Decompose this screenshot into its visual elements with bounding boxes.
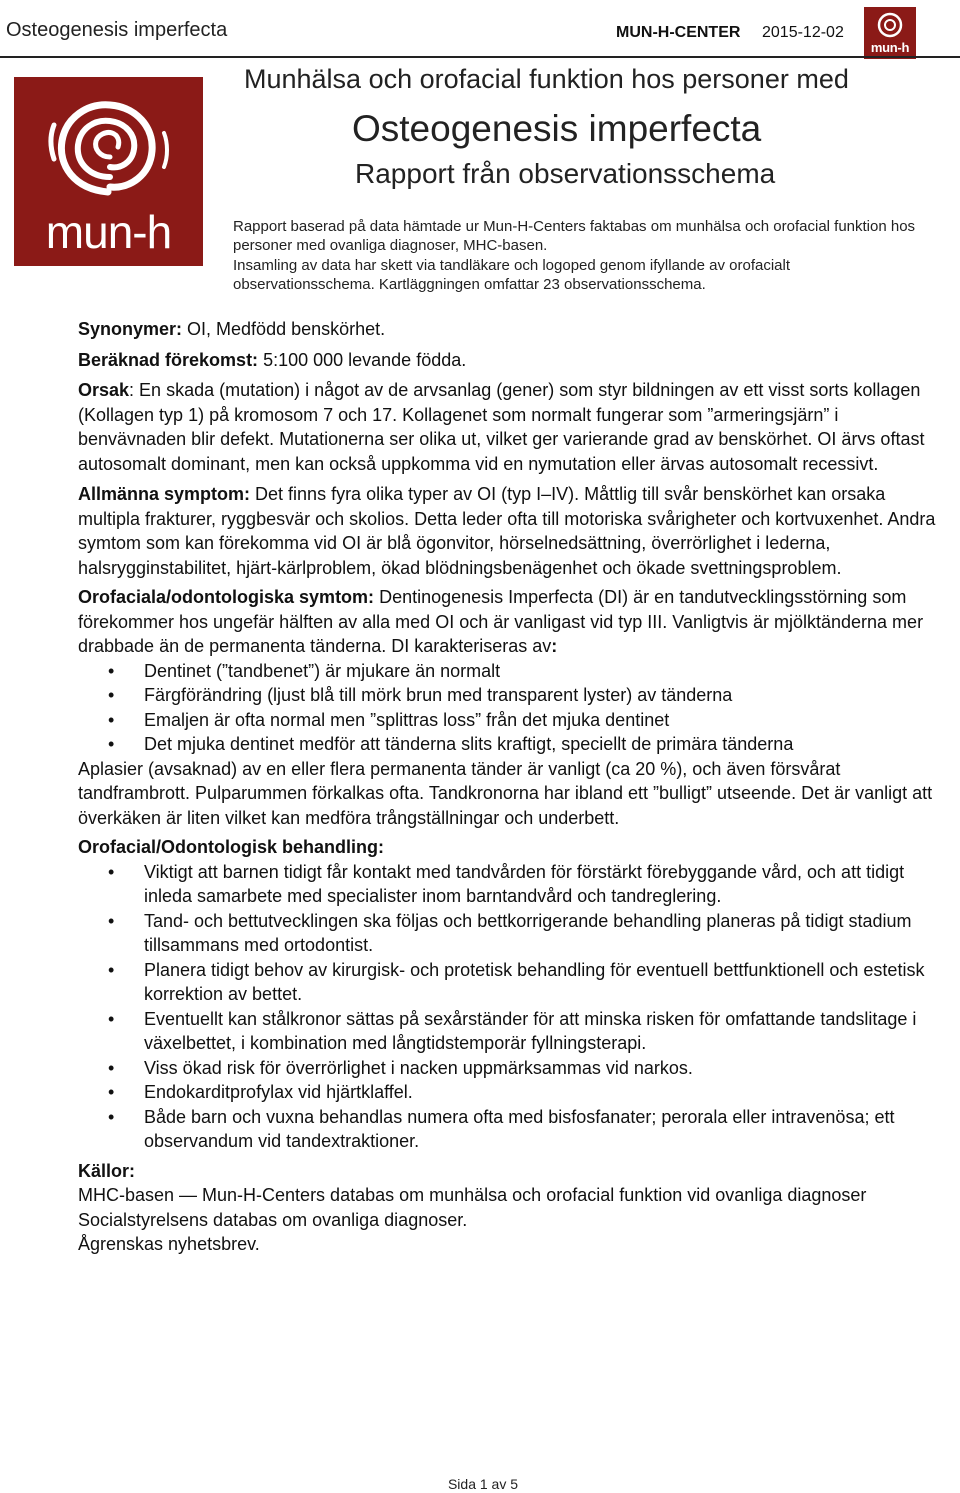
synonyms-text: OI, Medfödd benskörhet. [182, 319, 386, 339]
page-title: Osteogenesis imperfecta [352, 108, 762, 149]
intro-text [233, 217, 933, 294]
small-logo [864, 7, 916, 59]
list-item: • Färgförändring (ljust blå till mörk brun med transparent lyster) av tänderna [78, 683, 948, 708]
source-item: MHC-basen — Mun-H-Centers databas om munhälsa och orofacial funktion vid ovanliga diagnoser [78, 1185, 867, 1205]
header-rule [0, 56, 960, 58]
general-symptoms-text: Det finns fyra olika typer av OI (typ I–IV). Måttlig till svår benskörhet kan orsaka multipla frakturer, ryggbesvär och skolios. Detta leder ofta till motoriska svårigheter och kortvuxenhet. Andra symtom som kan förekomma vid OI är blå ögonvitor, hörselnedsättning, överrörlighet i lederna, halsrygginstabilitet, hjärt-kärlproblem, ökad blödningsbenägenhet och ökade svettningsproblem. [78, 484, 936, 578]
list-item: • Emaljen är ofta normal men ”splittras loss” från det mjuka dentinet [78, 708, 948, 733]
bullet-icon: • [108, 861, 115, 882]
treatment-list [78, 860, 948, 1154]
list-item: • Det mjuka dentinet medför att tänderna slits kraftigt, speciellt de primära tänderna [78, 732, 948, 757]
list-item: • Eventuellt kan stålkronor sättas på sexårständer för att minska risken för omfattande tandslitage i växelbettet, i kombination med långtidstemporär fyllningsterapi. [108, 1008, 917, 1053]
synonyms [78, 317, 948, 342]
source-item: Ågrenskas nyhetsbrev. [78, 1234, 260, 1254]
bullet-icon: • [108, 734, 115, 754]
logo-text: mun-h [45, 206, 172, 258]
orofacial-symptoms-after: Aplasier (avsaknad) av en eller flera permanenta tänder är vanligt (ca 20 %), och även försvårat tandframbrott. Pulparummen förkalkas ofta. Tandkronorna har ibland ett ”bulligt” utseende. Det är vanligt att överkäken är liten vilket kan medföra trångställningar och underbett. [78, 758, 933, 828]
page-subtitle: Rapport från observationsschema [355, 158, 776, 189]
intro-paragraph-1: Rapport baserad på data hämtade ur Mun-H-Centers faktabas om munhälsa och orofacial funktion hos personer med ovanliga diagnoser, MHC-basen. [233, 218, 916, 255]
orofacial-symptoms-list [78, 659, 948, 757]
list-item: • Planera tidigt behov av kirurgisk- och protetisk behandling för eventuell bettfunktionell och estetisk korrektion av bettet. [108, 959, 925, 1004]
small-logo-text: mun-h [870, 40, 910, 55]
list-item: • Viktigt att barnen tidigt får kontakt med tandvården för förstärkt förebyggande vård, och att tidigt inleda samarbete med specialister inom barntandvård och tandreglering. [108, 861, 905, 906]
sources-heading: Källor: [78, 1160, 136, 1181]
bullet-icon: • [108, 1008, 115, 1029]
header-date: 2015-12-02 [762, 24, 844, 41]
bullet-icon: • [108, 1106, 115, 1127]
orofacial-symptoms [78, 585, 948, 659]
list-item: • Både barn och vuxna behandlas numera ofta med bisfosfanater; perorala eller intravenösa; ett observandum vid tandextraktioner. [108, 1106, 895, 1151]
treatment-heading: Orofacial/Odontologisk behandling: [78, 837, 385, 857]
mun-h-logo [14, 77, 203, 266]
header-doc-title: Osteogenesis imperfecta [6, 19, 228, 41]
orofacial-symptoms-colon: : [551, 636, 558, 656]
bullet-icon: • [108, 660, 115, 681]
list-item: • Endokarditprofylax vid hjärtklaffel. [78, 1080, 948, 1105]
intro-paragraph-2: Insamling av data har skett via tandläkare och logoped genom ifyllande av orofacialt observationsschema. Kartläggningen omfattar 23 observationsschema. [233, 256, 790, 293]
bullet-icon: • [108, 1082, 115, 1102]
title-line-1: Munhälsa och orofacial funktion hos personer med [244, 64, 849, 94]
list-item: • Dentinet (”tandbenet”) är mjukare än normalt [78, 659, 948, 684]
bullet-icon: • [108, 910, 115, 931]
orofacial-symptoms-label: Orofaciala/odontologiska symtom: [78, 587, 375, 607]
cause [78, 378, 948, 476]
list-item: • Tand- och bettutvecklingen ska följas och bettkorrigerande behandling planeras på tidigt stadium tillsammans med ortodontist. [108, 910, 912, 955]
prevalence-label: Beräknad förekomst: [78, 349, 259, 370]
prevalence-text: 5:100 000 levande födda. [258, 349, 467, 370]
bullet-icon: • [108, 709, 115, 730]
page-number: Sida 1 av 5 [447, 1476, 519, 1492]
prevalence [78, 348, 948, 373]
cause-label: Orsak [78, 380, 130, 400]
synonyms-label: Synonymer: [78, 319, 183, 339]
source-item: Socialstyrelsens databas om ovanliga diagnoser. [78, 1209, 468, 1230]
orofacial-symptoms-text: Dentinogenesis Imperfecta (DI) är en tandutvecklingsstörning som förekommer hos ungefär hälften av alla med OI och är vanligast vid typ III. Vanligtvis är mjölktänderna mer drabbade än de permanenta tänderna. DI karakteriseras av [78, 587, 924, 656]
bullet-icon: • [108, 1057, 115, 1078]
cause-text: : En skada (mutation) i något av de arvsanlag (gener) som styr bildningen av ett visst sorts kollagen (Kollagen typ 1) på kromosom 7 och 17. Kollagenet som normalt fungerar som ”armeringsjärn” i benvävnaden blir defekt. Mutationerna ser olika ut, vilket ger varierande grad av benskörhet. OI ärvs oftast autosomalt dominant, men kan också uppkomma vid en nymutation eller ärvas autosomalt recessivt. [78, 380, 925, 474]
main-content [78, 317, 948, 1257]
bullet-icon: • [108, 685, 115, 705]
list-item: • Viss ökad risk för överrörlighet i nacken uppmärksammas vid narkos. [78, 1056, 948, 1081]
header-center-name: MUN-H-CENTER [616, 24, 741, 41]
bullet-icon: • [108, 959, 115, 980]
general-symptoms-label: Allmänna symptom: [78, 484, 251, 504]
general-symptoms [78, 482, 948, 580]
